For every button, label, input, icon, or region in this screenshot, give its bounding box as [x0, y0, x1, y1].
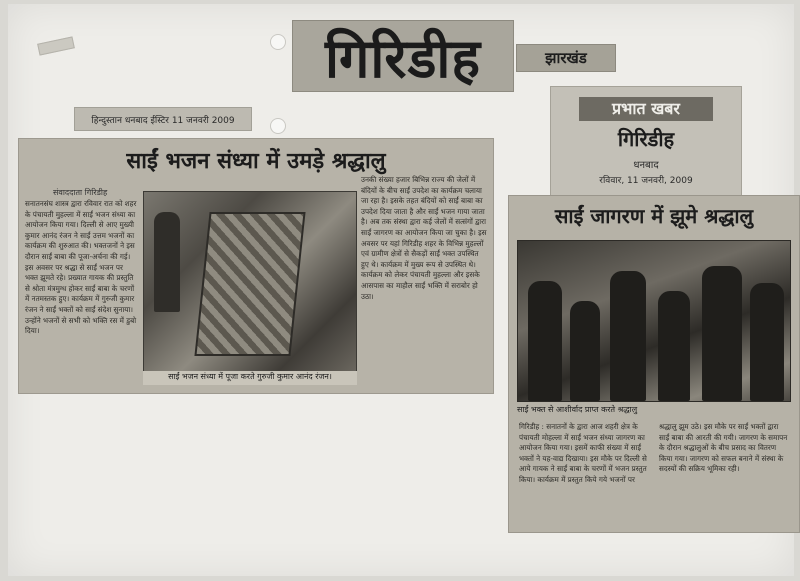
article1-body-right: उनकी संख्या हजार बिभिन्न राज्य की जेलों में बंदियों के बीच साईं उपदेश का कार्यक्रम चलाया जा रहा है। इसके तहत बंदियों को साईं बाबा का उपदेश दिया जाता है और साईं भजन गाया जाता है। अब तक संस्था द्वारा कई जेलों में सत्संगों द्वारा साईं जागरण का आयोजन किया जा चुका है। इस अवसर पर यहां गिरिडीह शहर के विभिन्न मुहल्लों एवं ग्रामीण क्षेत्रों से सैकड़ों साईं भक्त उपस्थित हुए थे। कार्यक्रम में मुख्य रूप से उपस्थित थे। कार्यक्रम को लेकर पंचायती मुहल्ला और इसके आसपास का माहौल साईं भक्ति में सराबोर हो उठा।	[361, 175, 487, 301]
article1-headline: साईं भजन संध्या में उमड़े श्रद्धालु	[126, 149, 386, 174]
photo-person	[570, 301, 600, 401]
punch-hole	[270, 118, 286, 134]
article1-byline: संवाददाता गिरिडीह	[53, 188, 108, 197]
article2-caption: साईं भक्त से आशीर्वाद प्राप्त करते श्रद्धालु	[517, 405, 638, 414]
punch-hole	[270, 34, 286, 50]
article-clipping-2	[508, 195, 800, 533]
article2-headline: साईं जागरण में झूमे श्रद्धालु	[554, 204, 754, 228]
photo-person	[658, 291, 690, 401]
article1-body-left: सनातनसंघ शास्त्र द्वारा रविवार रात को शहर के पंचायती मुहल्ला में साईं भजन संध्या का आयोजन किया गया। दिल्ली से आए मुख्यी कुमार आनंद रंजन ने साईं उत्तम भजनों का कार्यक्रम की शुरुआत की। भक्तजनों ने इस दौरान साईं बाबा की पूजा-अर्चना की गई। इस अवसर पर श्रद्धा से साईं भजन पर भक्त झूमते रहे। प्रख्यात गायक की प्रस्तुति से श्रोता मंत्रमुग्ध होकर साईं बाबा के चरणों में नतमस्तक हुए। कार्यक्रम में गुरुजी कुमार रंजन ने साईं भक्तों को साईं संदेश सुनाया। उन्होंने भजनों से सभी को भक्ति रस में डुबो दिया।	[25, 199, 137, 336]
tape-strip	[37, 36, 75, 55]
photo-person	[610, 271, 646, 401]
newspaper-name: प्रभात खबर	[579, 97, 713, 121]
photo-person	[528, 281, 562, 401]
masthead-clipping	[292, 20, 514, 92]
photo-person	[154, 212, 180, 312]
scrapbook-page	[8, 4, 794, 576]
article-clipping-1	[18, 138, 494, 394]
newspaper-date: रविवार, 11 जनवरी, 2009	[599, 176, 693, 186]
state-label: झारखंड	[516, 44, 616, 72]
article1-caption: साईं भजन संध्या में पूजा करते गुरुजी कुमार आनंद रंजन।	[143, 371, 357, 385]
source-line: हिन्दुस्तान धनबाद ईस्टिर 11 जनवरी 2009	[74, 107, 252, 131]
photo-shrine	[194, 212, 305, 356]
article1-photo	[143, 191, 357, 373]
masthead-title: गिरिडीह	[324, 27, 481, 90]
photo-person	[702, 266, 742, 401]
photo-person	[750, 283, 784, 401]
prabhat-khabar-header	[550, 86, 742, 196]
article2-body: गिरिडीह : सनातनों के द्वारा आज शहरी क्षेत्र के पंचायती मोहल्ला में साईं भजन संध्या जागरण का आयोजन किया गया। इसमें काफी संख्या में साईं भक्तों ने यह-वाद्य दिखाया। इस मौके पर दिल्ली से आये गायक ने साईं बाबा के चरणों में भजन प्रस्तुत किया। कार्यक्रम में प्रस्तुत किये गये भजनों पर श्रद्धालु झूम उठे। इस मौके पर साईं भक्तों द्वारा साईं बाबा की आरती की गयी। जागरण के समापन के दौरान श्रद्धालुओं के बीच प्रसाद का वितरण किया गया। जागरण को सफल बनाने में संस्था के सदस्यों की सक्रिय भूमिका रही।	[519, 422, 788, 484]
newspaper-city: गिरिडीह	[617, 127, 675, 151]
newspaper-edition: धनबाद	[633, 160, 659, 171]
article2-photo	[517, 240, 791, 402]
